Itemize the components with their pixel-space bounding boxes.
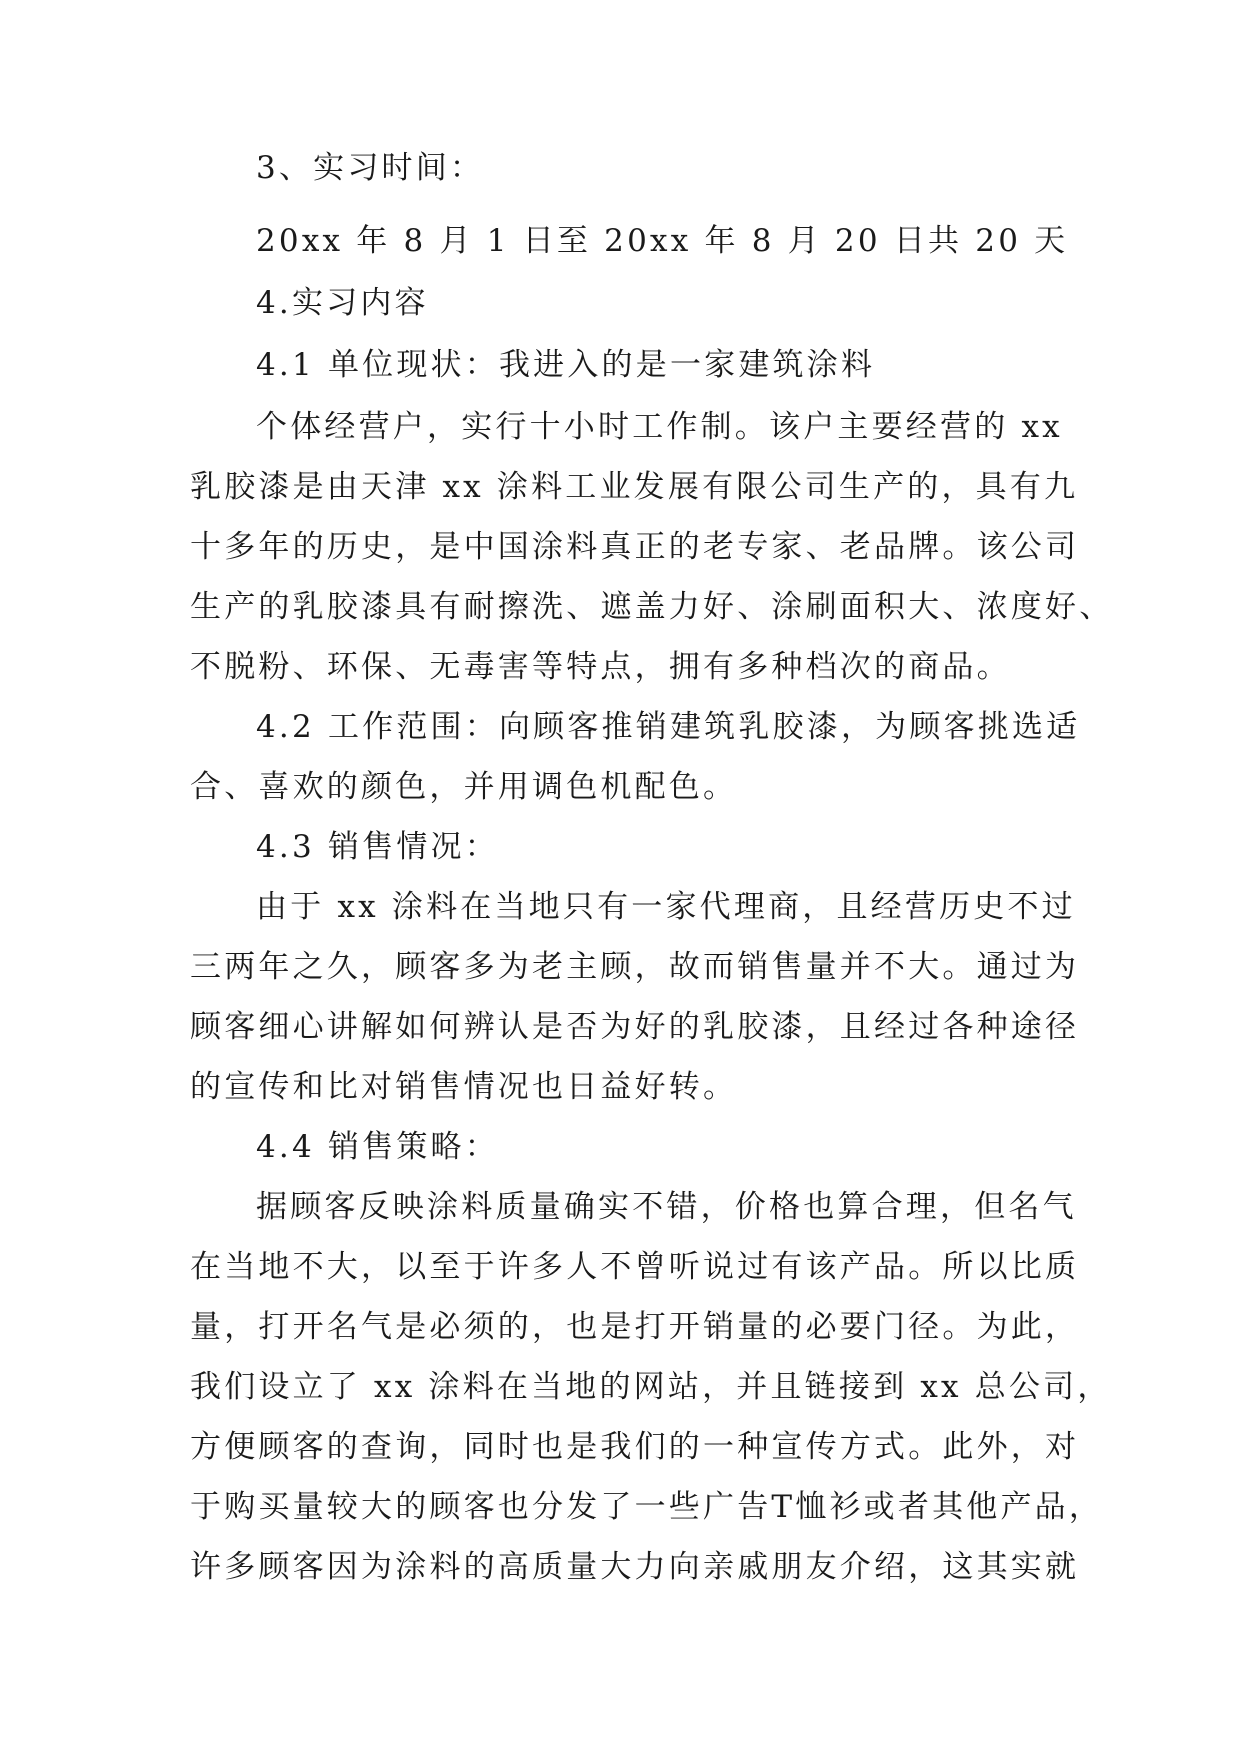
text-line: 生产的乳胶漆具有耐擦洗、遮盖力好、涂刷面积大、浓度好、	[190, 589, 1114, 625]
text-line: 许多顾客因为涂料的高质量大力向亲戚朋友介绍，这其实就	[190, 1549, 1080, 1585]
text-line: 4.3 销售情况：	[256, 829, 499, 865]
text-line: 的宣传和比对销售情况也日益好转。	[190, 1069, 738, 1105]
text-line: 我们设立了 xx 涂料在当地的网站，并且链接到 xx 总公司，	[190, 1369, 1112, 1405]
text-line: 据顾客反映涂料质量确实不错，价格也算合理，但名气	[256, 1189, 1077, 1225]
text-line: 4.实习内容	[256, 285, 429, 321]
text-line: 4.4 销售策略：	[256, 1129, 499, 1165]
text-line: 在当地不大，以至于许多人不曾听说过有该产品。所以比质	[190, 1249, 1080, 1285]
text-line: 量，打开名气是必须的，也是打开销量的必要门径。为此，	[190, 1309, 1080, 1345]
text-line: 4.1 单位现状：我进入的是一家建筑涂料	[256, 347, 876, 383]
text-line: 个体经营户，实行十小时工作制。该户主要经营的 xx	[256, 409, 1063, 445]
text-line: 不脱粉、环保、无毒害等特点，拥有多种档次的商品。	[190, 649, 1011, 685]
text-line: 顾客细心讲解如何辨认是否为好的乳胶漆，且经过各种途径	[190, 1009, 1080, 1045]
text-line: 3、实习时间：	[256, 150, 485, 186]
text-line: 三两年之久，顾客多为老主顾，故而销售量并不大。通过为	[190, 949, 1080, 985]
text-line: 合、喜欢的颜色，并用调色机配色。	[190, 769, 738, 805]
text-line: 乳胶漆是由天津 xx 涂料工业发展有限公司生产的，具有九	[190, 469, 1079, 505]
text-line: 方便顾客的查询，同时也是我们的一种宣传方式。此外，对	[190, 1429, 1080, 1465]
text-line: 十多年的历史，是中国涂料真正的老专家、老品牌。该公司	[190, 529, 1080, 565]
text-line: 20xx 年 8 月 1 日至 20xx 年 8 月 20 日共 20 天	[256, 223, 1069, 259]
text-line: 4.2 工作范围：向顾客推销建筑乳胶漆，为顾客挑选适	[256, 709, 1081, 745]
text-line: 于购买量较大的顾客也分发了一些广告T恤衫或者其他产品，	[190, 1489, 1104, 1525]
text-line: 由于 xx 涂料在当地只有一家代理商，且经营历史不过	[256, 889, 1076, 925]
